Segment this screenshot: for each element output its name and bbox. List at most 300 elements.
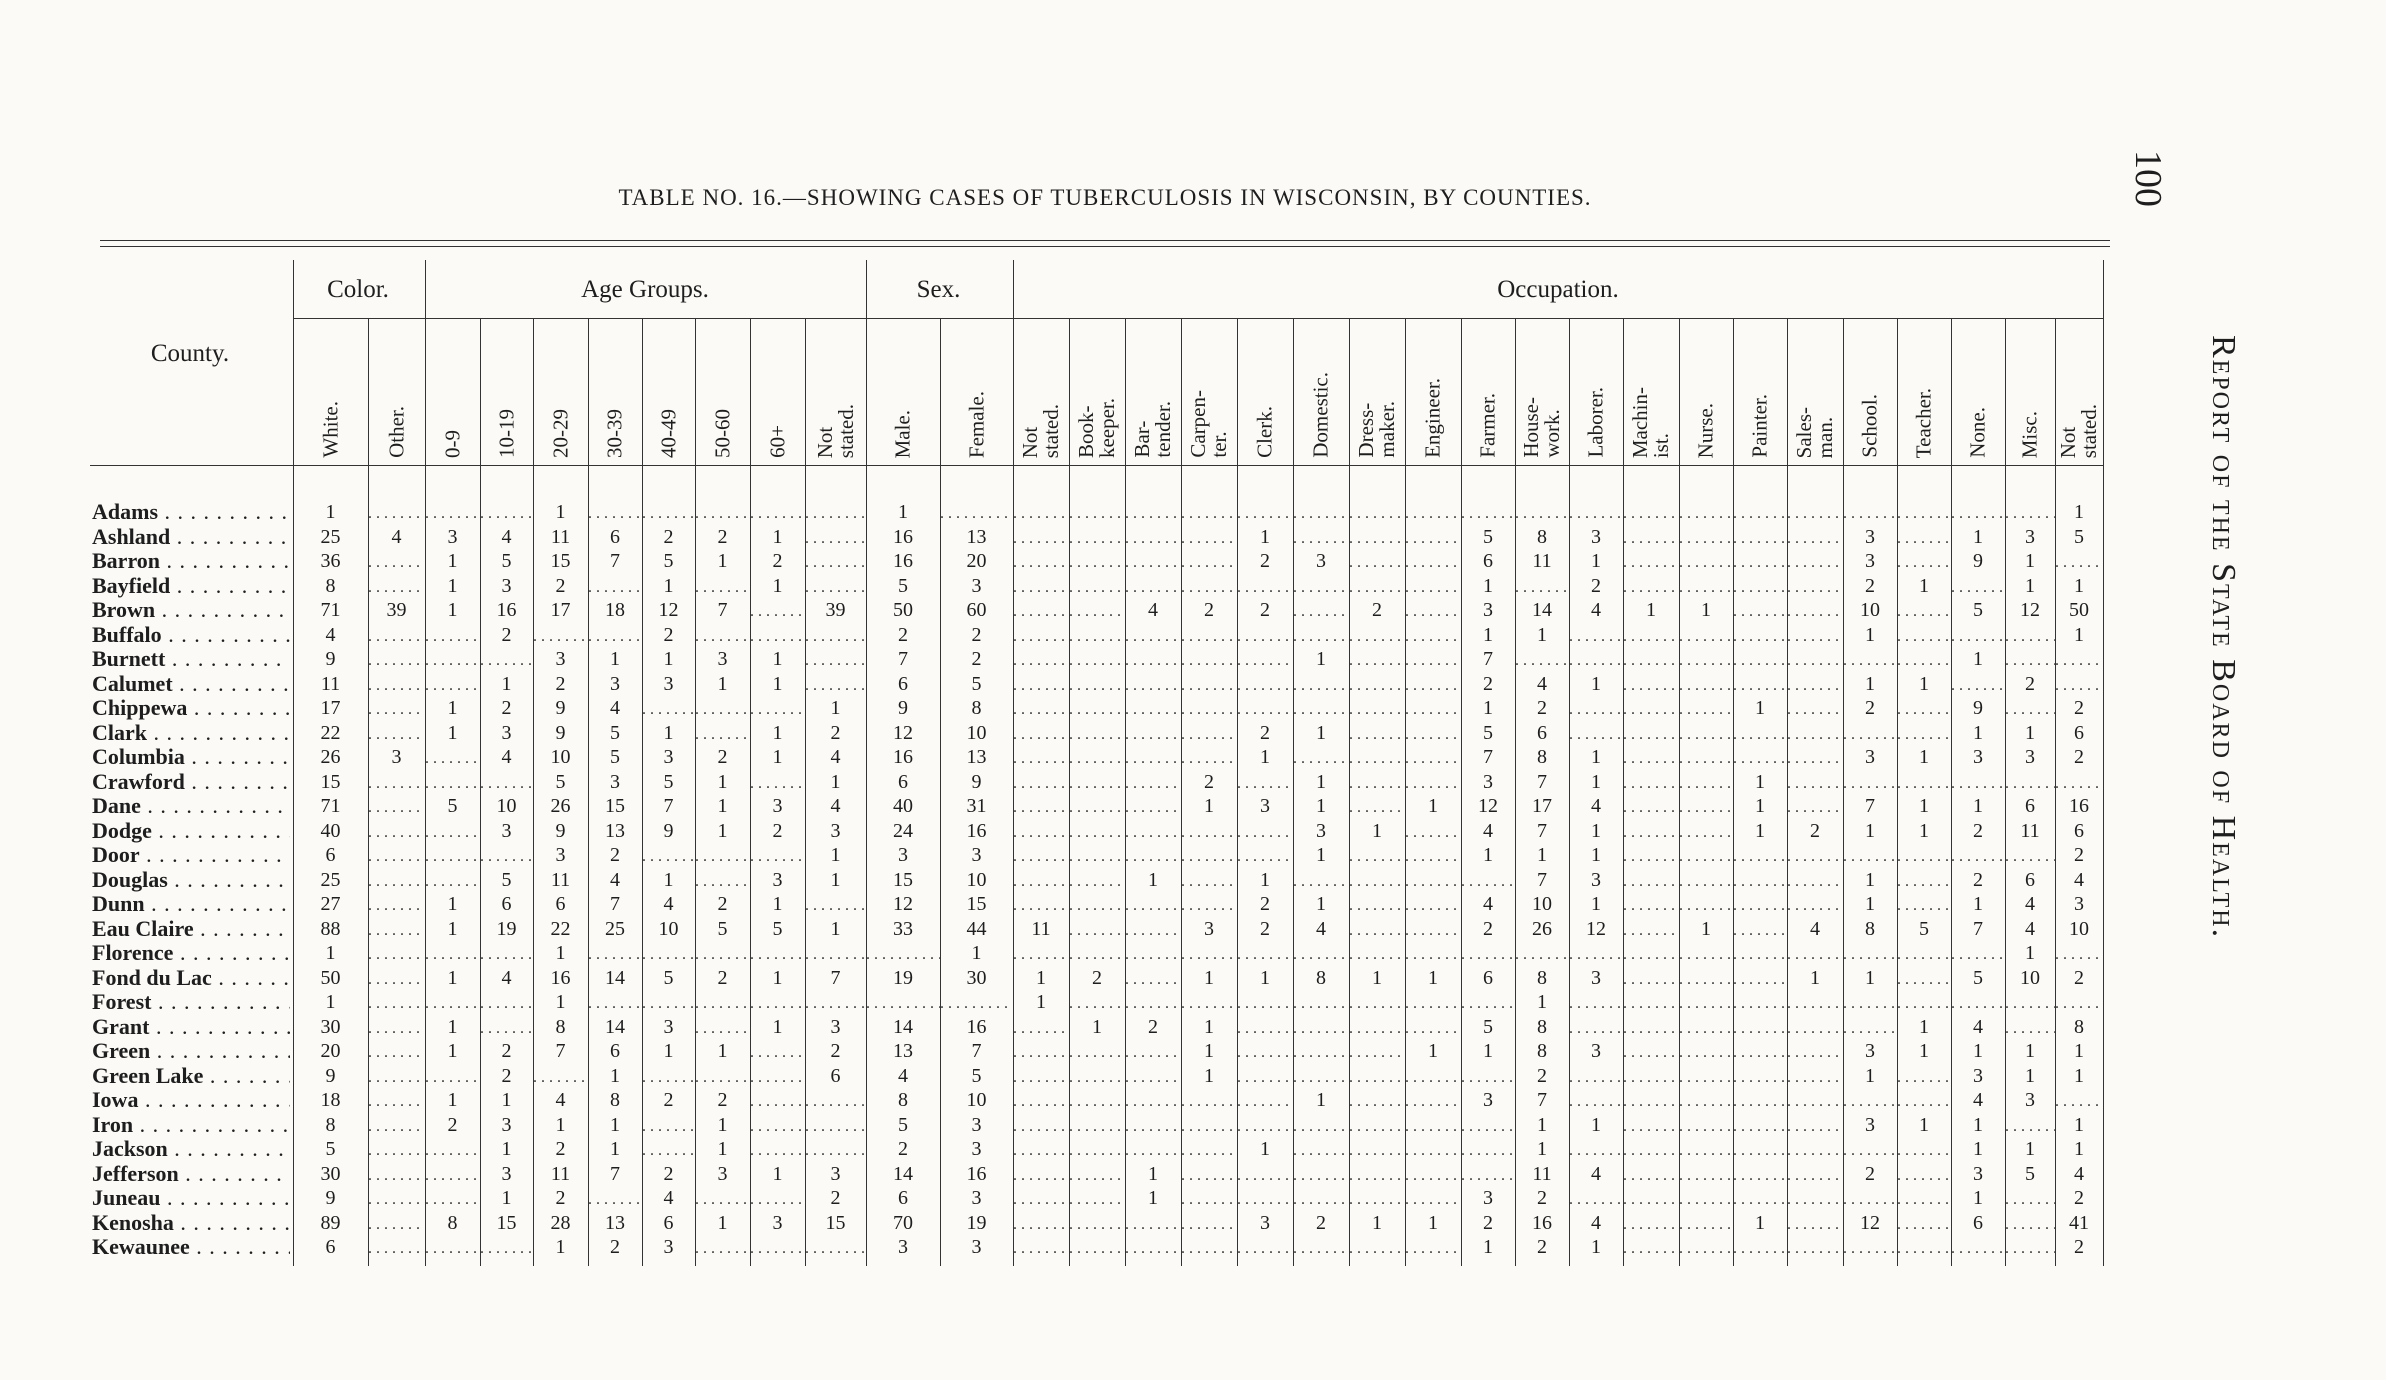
table-cell: 1 [1919,746,1929,768]
table-cell: 16 [496,599,517,621]
table-cell [1787,525,1843,550]
column-header [1679,335,1733,460]
table-cell: 4 [2074,1162,2084,1185]
table-cell: 1 [663,1040,674,1062]
table-cell [2055,549,2103,574]
table-row [0,1137,2386,1162]
table-cell [425,1235,480,1260]
table-cell [1843,1186,1897,1211]
table-cell [1013,770,1069,795]
column-header-label: Not stated. [812,403,858,458]
table-cell: 24 [893,819,913,842]
table-cell [1787,1088,1843,1113]
table-cell: 6 [898,1187,908,1209]
table-cell: 14 [605,1015,625,1038]
table-cell: 27 [320,893,341,915]
table-cell [2055,941,2103,966]
table-cell: 1 [1428,1211,1438,1234]
table-cell: 3 [2025,525,2035,548]
table-cell: 6 [830,1064,841,1087]
table-cell: 16 [550,966,571,989]
table-cell: 1 [1591,672,1601,695]
table-cell: 3 [1865,746,1875,768]
table-cell: 1 [1148,1187,1158,1209]
table-cell [1349,1162,1405,1187]
table-cell: 1 [1260,1138,1270,1160]
table-cell: 1 [610,648,620,670]
table-cell [1787,745,1843,770]
table-cell: 1 [1204,795,1214,817]
table-cell: 1 [1865,819,1875,842]
table-cell [750,1113,805,1138]
column-header-label: Nurse. [1693,402,1718,458]
table-cell [1897,598,1951,623]
table-cell: 12 [658,599,679,621]
table-cell [1843,770,1897,795]
table-cell [1569,1088,1623,1113]
table-cell [1679,892,1733,917]
table-cell [1405,672,1461,697]
column-header [533,335,588,460]
table-cell [805,990,866,1015]
county-name: Kenosha . . . [92,1211,290,1236]
table-cell [1237,1064,1293,1089]
table-cell: 5 [898,574,908,597]
table-cell [750,1186,805,1211]
table-cell [1733,549,1787,574]
table-cell: 3 [501,721,512,744]
table-cell [1897,623,1951,648]
table-cell [1897,1235,1951,1260]
column-header-label: 60+ [765,425,789,458]
table-cell: 7 [717,599,728,621]
table-cell: 30 [966,966,987,989]
table-cell [1733,1162,1787,1187]
table-cell [1569,1137,1623,1162]
table-cell: 1 [772,746,783,768]
table-cell [1733,525,1787,550]
table-cell [2055,770,2103,795]
table-cell: 41 [2069,1211,2089,1234]
table-cell [750,1064,805,1089]
table-cell: 9 [325,1064,336,1087]
table-cell [1623,1211,1679,1236]
table-cell [2005,1235,2055,1260]
table-cell [1069,1088,1125,1113]
table-cell: 2 [610,844,620,866]
table-cell [1349,525,1405,550]
column-header-label: Female. [964,390,988,458]
table-cell [1013,647,1069,672]
table-cell: 1 [898,501,908,523]
table-cell: 7 [898,648,908,670]
table-cell [368,1039,425,1064]
table-cell: 2 [1260,917,1270,940]
column-header [1515,335,1569,460]
table-cell: 15 [320,770,341,793]
table-cell [1461,1064,1515,1089]
table-cell [1125,574,1181,599]
table-cell: 4 [1591,1162,1601,1185]
table-cell: 1 [1919,574,1929,597]
column-header [588,335,642,460]
table-cell: 40 [320,819,341,842]
table-cell [533,1064,588,1089]
table-cell: 1 [1973,795,1983,817]
table-cell [1951,500,2005,525]
table-cell: 5 [501,550,512,572]
table-cell [1897,1137,1951,1162]
table-cell: 2 [1372,599,1382,621]
county-name: Door . . . [92,843,290,868]
table-cell: 2 [663,1162,674,1185]
table-cell: 1 [971,942,982,964]
column-header-label: Teacher. [1911,387,1936,458]
table-cell [1679,721,1733,746]
table-cell: 13 [966,525,987,548]
table-cell [2005,1015,2055,1040]
table-cell: 1 [610,1138,620,1160]
table-cell: 3 [2025,746,2035,768]
table-cell [1069,745,1125,770]
table-cell [1293,941,1349,966]
county-name: Bayfield . . . [92,574,290,599]
table-cell: 10 [966,721,987,744]
subheader-rule [293,318,2103,319]
table-cell [1405,1235,1461,1260]
table-cell: 1 [1973,1113,1983,1136]
table-cell: 2 [1260,893,1270,915]
table-cell: 26 [1532,917,1552,940]
table-cell: 3 [2074,893,2084,915]
table-cell: 5 [1483,721,1493,744]
table-cell [1733,1015,1787,1040]
table-cell [1897,1064,1951,1089]
table-cell [1125,892,1181,917]
table-cell: 3 [971,574,982,597]
table-cell [1679,990,1733,1015]
table-cell [1461,868,1515,893]
table-cell: 33 [893,917,913,940]
table-cell: 1 [1919,1113,1929,1136]
county-name: Crawford . . . [92,770,290,795]
table-cell [1897,1186,1951,1211]
table-cell: 1 [1204,1040,1214,1062]
table-cell [1679,819,1733,844]
table-row [0,1211,2386,1236]
table-cell: 6 [555,893,566,915]
table-cell: 2 [447,1113,458,1136]
table-cell: 2 [1260,599,1270,621]
table-cell: 3 [971,1187,982,1209]
column-header-label: Sales- man. [1792,406,1837,458]
table-cell [1787,1186,1843,1211]
table-cell: 1 [830,844,841,866]
table-cell [1293,1235,1349,1260]
table-cell [1733,1064,1787,1089]
table-cell: 1 [1865,672,1875,695]
table-cell: 1 [1865,623,1875,646]
table-cell [1733,843,1787,868]
table-cell: 9 [1973,550,1983,572]
table-cell [1237,843,1293,868]
table-cell [1569,941,1623,966]
table-cell: 15 [550,550,571,572]
table-cell [1897,1162,1951,1187]
county-name: Green Lake . . . [92,1064,290,1089]
table-row [0,990,2386,1015]
table-cell [1237,500,1293,525]
table-cell: 11 [550,1162,571,1185]
table-row [0,500,2386,525]
table-cell: 2 [1092,966,1102,989]
table-cell: 6 [2074,721,2084,744]
table-cell [588,623,642,648]
table-cell: 5 [555,770,566,793]
table-cell: 3 [501,819,512,842]
table-cell: 1 [1537,844,1547,866]
table-cell: 1 [447,574,458,597]
table-cell [1843,721,1897,746]
table-cell: 4 [610,697,620,719]
table-cell: 2 [971,623,982,646]
table-cell [2005,1211,2055,1236]
table-cell [1181,574,1237,599]
table-cell [750,941,805,966]
table-cell: 39 [825,599,846,621]
column-header [368,335,425,460]
table-cell: 28 [550,1211,571,1234]
table-cell [1013,868,1069,893]
table-cell [425,745,480,770]
table-cell [805,1137,866,1162]
table-cell: 5 [772,917,783,940]
table-cell: 2 [1483,672,1493,695]
table-cell: 1 [717,1211,728,1234]
table-cell: 5 [663,770,674,793]
table-cell [1623,1039,1679,1064]
table-cell: 2 [2074,1236,2084,1258]
table-cell: 1 [1260,525,1270,548]
table-cell: 3 [830,1015,841,1038]
table-cell: 2 [555,574,566,597]
table-cell [1679,1015,1733,1040]
table-cell: 1 [1483,1236,1493,1258]
county-name: Adams . . . [92,500,290,525]
column-header-label: Dress- maker. [1354,401,1399,458]
table-cell [1679,1211,1733,1236]
table-cell [368,1113,425,1138]
table-cell: 2 [555,1187,566,1209]
table-cell: 1 [1591,1113,1601,1136]
table-cell: 1 [772,672,783,695]
table-cell: 8 [325,1113,336,1136]
table-cell [1461,1162,1515,1187]
table-cell: 7 [610,1162,620,1185]
table-cell [750,990,805,1015]
table-cell: 10 [658,917,679,940]
table-cell: 1 [447,893,458,915]
table-cell [750,598,805,623]
table-cell [1349,500,1405,525]
table-cell: 1 [772,1015,783,1038]
table-cell [2055,990,2103,1015]
table-cell [1951,843,2005,868]
table-cell: 5 [971,672,982,695]
table-cell: 5 [610,746,620,768]
table-cell [1679,745,1733,770]
table-cell: 2 [2074,1187,2084,1209]
page-number: 100 [2127,150,2169,207]
table-cell: 6 [2074,819,2084,842]
table-cell [1237,1113,1293,1138]
table-cell [425,1162,480,1187]
table-cell [1181,868,1237,893]
table-cell [480,1235,533,1260]
table-cell [1181,525,1237,550]
table-cell: 1 [2074,1113,2084,1136]
table-cell [695,500,750,525]
table-cell [1125,696,1181,721]
table-cell: 4 [501,966,512,989]
county-name: Iowa . . . [92,1088,290,1113]
table-cell [1679,525,1733,550]
table-cell: 5 [663,966,674,989]
table-cell: 1 [1701,917,1711,940]
table-row [0,966,2386,991]
table-cell: 4 [663,893,674,915]
table-cell [1069,721,1125,746]
table-cell [805,647,866,672]
table-cell: 2 [2025,672,2035,695]
table-cell: 3 [971,1138,982,1160]
table-cell [1405,941,1461,966]
table-cell [1897,770,1951,795]
table-cell [1787,623,1843,648]
table-cell [1349,696,1405,721]
table-cell: 2 [1810,819,1820,842]
column-header-label: Farmer. [1475,393,1500,458]
table-cell [1293,623,1349,648]
table-cell: 1 [555,1236,566,1258]
table-cell: 1 [663,648,674,670]
table-cell [1787,574,1843,599]
column-header [940,335,1013,460]
table-cell [1787,1162,1843,1187]
table-cell: 15 [496,1211,517,1234]
table-cell: 19 [496,917,517,940]
table-cell [1569,1064,1623,1089]
table-cell: 1 [1316,1089,1326,1111]
column-header [1461,335,1515,460]
table-cell: 1 [1316,893,1326,915]
table-cell [1623,1088,1679,1113]
column-header-label: 0-9 [440,430,464,458]
table-cell: 1 [1973,893,1983,915]
table-cell [1237,696,1293,721]
table-cell [1405,500,1461,525]
table-cell: 14 [1532,599,1552,621]
table-cell: 1 [1204,1064,1214,1087]
table-cell [1125,966,1181,991]
table-cell: 13 [605,1211,625,1234]
table-cell [1013,598,1069,623]
column-header-label: None. [1965,407,1990,458]
table-cell: 1 [2074,1040,2084,1062]
table-cell [1349,843,1405,868]
table-cell [368,549,425,574]
table-cell [1733,574,1787,599]
table-cell: 1 [447,1040,458,1062]
table-cell: 2 [772,550,783,572]
table-cell: 2 [772,819,783,842]
county-name: Burnett . . . [92,647,290,672]
table-cell [642,1064,695,1089]
table-cell: 1 [555,942,566,964]
table-cell: 1 [717,795,728,817]
table-cell: 3 [898,1236,908,1258]
table-row [0,941,2386,966]
header-bottom-rule [90,465,2103,466]
table-cell [1405,623,1461,648]
column-header-label: School. [1857,394,1882,458]
table-cell: 1 [325,991,336,1013]
table-cell: 1 [2025,721,2035,744]
table-cell: 1 [1973,1040,1983,1062]
table-cell [1069,647,1125,672]
table-cell [1013,1211,1069,1236]
table-cell [368,868,425,893]
table-cell: 4 [1483,893,1493,915]
table-cell [1405,892,1461,917]
table-cell [1897,990,1951,1015]
table-row [0,598,2386,623]
column-header-label: Domestic. [1308,372,1333,458]
table-cell: 10 [550,746,571,768]
table-cell: 1 [1591,844,1601,866]
table-cell [1013,1137,1069,1162]
table-cell: 1 [1755,819,1765,842]
table-cell [1405,549,1461,574]
table-cell: 1 [1755,1211,1765,1234]
table-cell: 8 [325,574,336,597]
table-cell [425,819,480,844]
table-cell: 1 [1260,746,1270,768]
color-group-header: Color. [327,276,389,303]
table-cell: 1 [717,1040,728,1062]
table-cell [642,696,695,721]
table-cell [368,623,425,648]
table-cell [1013,672,1069,697]
table-cell: 4 [830,746,841,768]
table-cell [1787,770,1843,795]
table-cell: 4 [610,868,620,891]
table-cell [750,1235,805,1260]
table-cell [1237,623,1293,648]
table-cell: 1 [1973,525,1983,548]
column-header [1897,335,1951,460]
table-cell: 1 [717,770,728,793]
table-cell [1125,843,1181,868]
table-cell: 6 [663,1211,674,1234]
table-cell: 3 [555,844,566,866]
table-cell: 1 [830,868,841,891]
table-cell: 4 [1591,795,1601,817]
table-cell: 4 [1973,1015,1983,1038]
table-cell [1125,770,1181,795]
table-cell: 13 [893,1040,913,1062]
table-cell [1569,647,1623,672]
